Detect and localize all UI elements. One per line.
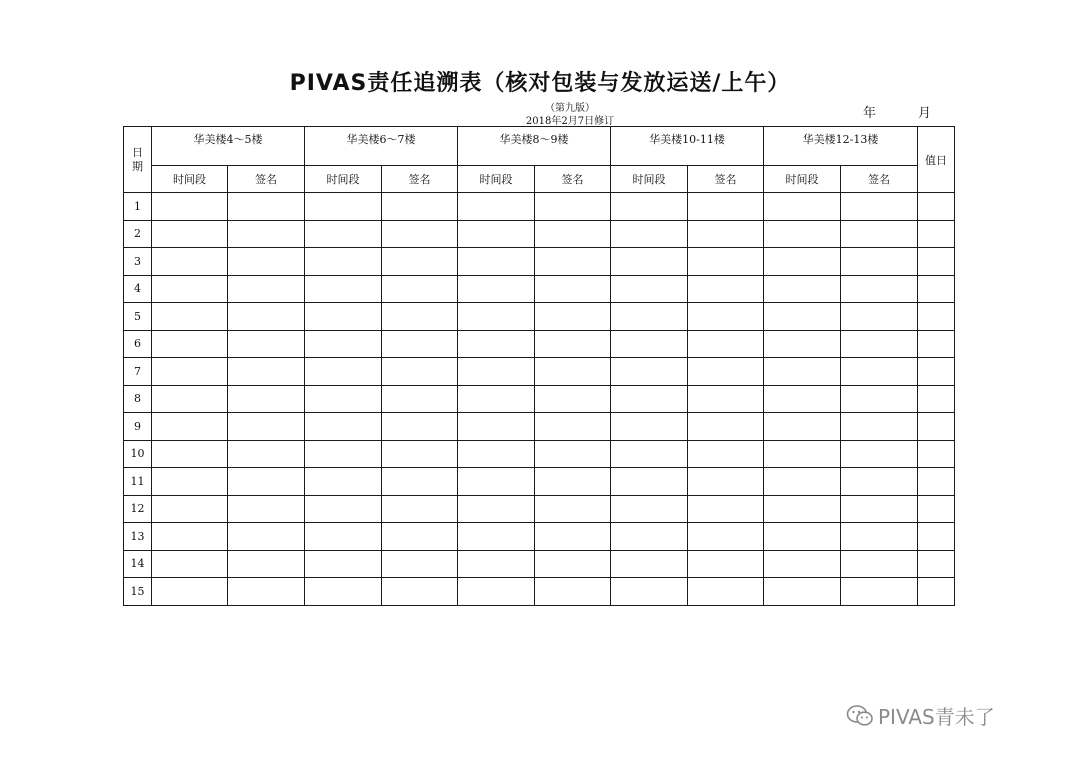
row-number: 1 xyxy=(124,193,152,221)
time-slot-cell[interactable] xyxy=(305,220,382,248)
time-slot-cell[interactable] xyxy=(764,248,841,276)
time-slot-cell[interactable] xyxy=(152,248,228,276)
signature-cell[interactable] xyxy=(228,248,305,276)
group-header: 华美楼6～7楼 xyxy=(305,127,458,166)
signature-cell[interactable] xyxy=(688,358,764,386)
signature-cell[interactable] xyxy=(841,385,918,413)
signature-cell[interactable] xyxy=(841,578,918,606)
time-slot-cell[interactable] xyxy=(764,330,841,358)
signature-cell[interactable] xyxy=(688,495,764,523)
time-slot-cell[interactable] xyxy=(611,413,688,441)
time-slot-cell[interactable] xyxy=(611,358,688,386)
signature-cell[interactable] xyxy=(382,468,458,496)
time-slot-cell[interactable] xyxy=(764,495,841,523)
time-slot-cell[interactable] xyxy=(764,193,841,221)
time-slot-cell[interactable] xyxy=(611,440,688,468)
time-slot-cell[interactable] xyxy=(458,385,535,413)
signature-cell[interactable] xyxy=(841,193,918,221)
signature-cell[interactable] xyxy=(688,248,764,276)
time-slot-cell[interactable] xyxy=(458,275,535,303)
time-slot-cell[interactable] xyxy=(152,275,228,303)
duty-cell[interactable] xyxy=(918,248,955,276)
time-slot-cell[interactable] xyxy=(458,523,535,551)
duty-column-header: 值日 xyxy=(918,127,955,193)
table-row xyxy=(124,413,955,441)
table-row xyxy=(124,385,955,413)
signature-cell[interactable] xyxy=(382,440,458,468)
signature-cell[interactable] xyxy=(688,275,764,303)
revision-date: 2018年2月7日修订 xyxy=(525,116,615,127)
date-column-header xyxy=(124,127,152,193)
duty-cell[interactable] xyxy=(918,468,955,496)
signature-cell[interactable] xyxy=(228,550,305,578)
time-slot-cell[interactable] xyxy=(152,303,228,331)
signature-cell[interactable] xyxy=(841,330,918,358)
duty-cell[interactable] xyxy=(918,413,955,441)
time-slot-cell[interactable] xyxy=(305,303,382,331)
signature-cell[interactable] xyxy=(688,220,764,248)
time-slot-cell[interactable] xyxy=(458,413,535,441)
signature-cell[interactable] xyxy=(688,303,764,331)
signature-cell[interactable] xyxy=(688,550,764,578)
duty-cell[interactable] xyxy=(918,303,955,331)
row-number: 14 xyxy=(124,550,152,578)
time-slot-header: 时间段 xyxy=(764,166,841,193)
time-slot-cell[interactable] xyxy=(458,220,535,248)
signature-cell[interactable] xyxy=(382,495,458,523)
time-slot-cell[interactable] xyxy=(611,303,688,331)
time-slot-cell[interactable] xyxy=(305,385,382,413)
duty-cell[interactable] xyxy=(918,550,955,578)
signature-cell[interactable] xyxy=(228,523,305,551)
signature-cell[interactable] xyxy=(535,440,611,468)
signature-header: 签名 xyxy=(535,166,611,193)
row-number: 11 xyxy=(124,468,152,496)
time-slot-cell[interactable] xyxy=(458,440,535,468)
signature-cell[interactable] xyxy=(382,523,458,551)
group-header: 华美楼10-11楼 xyxy=(611,127,764,166)
signature-cell[interactable] xyxy=(841,358,918,386)
time-slot-cell[interactable] xyxy=(764,358,841,386)
duty-cell[interactable] xyxy=(918,385,955,413)
time-slot-cell[interactable] xyxy=(305,550,382,578)
signature-cell[interactable] xyxy=(382,193,458,221)
table-row xyxy=(124,303,955,331)
signature-cell[interactable] xyxy=(228,468,305,496)
row-number: 4 xyxy=(124,275,152,303)
signature-cell[interactable] xyxy=(535,220,611,248)
time-slot-cell[interactable] xyxy=(611,523,688,551)
duty-cell[interactable] xyxy=(918,440,955,468)
time-slot-cell[interactable] xyxy=(152,193,228,221)
time-slot-cell[interactable] xyxy=(305,330,382,358)
signature-cell[interactable] xyxy=(535,303,611,331)
date-header-text: 日 期 xyxy=(132,145,143,173)
signature-cell[interactable] xyxy=(382,413,458,441)
signature-cell[interactable] xyxy=(841,468,918,496)
time-slot-cell[interactable] xyxy=(458,468,535,496)
time-slot-cell[interactable] xyxy=(764,275,841,303)
time-slot-cell[interactable] xyxy=(764,550,841,578)
signature-cell[interactable] xyxy=(841,550,918,578)
duty-cell[interactable] xyxy=(918,358,955,386)
signature-cell[interactable] xyxy=(688,330,764,358)
signature-cell[interactable] xyxy=(382,550,458,578)
time-slot-cell[interactable] xyxy=(152,550,228,578)
signature-cell[interactable] xyxy=(841,440,918,468)
table-row xyxy=(124,275,955,303)
time-slot-cell[interactable] xyxy=(611,495,688,523)
group-header: 华美楼8～9楼 xyxy=(458,127,611,166)
time-slot-header: 时间段 xyxy=(611,166,688,193)
table-row xyxy=(124,550,955,578)
signature-cell[interactable] xyxy=(688,468,764,496)
signature-cell[interactable] xyxy=(382,385,458,413)
signature-cell[interactable] xyxy=(228,578,305,606)
time-slot-cell[interactable] xyxy=(764,440,841,468)
time-slot-cell[interactable] xyxy=(458,248,535,276)
duty-cell[interactable] xyxy=(918,193,955,221)
time-slot-cell[interactable] xyxy=(152,440,228,468)
duty-cell[interactable] xyxy=(918,523,955,551)
time-slot-cell[interactable] xyxy=(611,193,688,221)
wechat-icon xyxy=(846,704,874,728)
document-title: PIVAS责任追溯表（核对包装与发放运送/上午） xyxy=(289,71,791,96)
signature-cell[interactable] xyxy=(228,440,305,468)
time-slot-cell[interactable] xyxy=(764,578,841,606)
time-slot-cell[interactable] xyxy=(305,275,382,303)
time-slot-cell[interactable] xyxy=(611,578,688,606)
table-row xyxy=(124,578,955,606)
signature-cell[interactable] xyxy=(535,358,611,386)
signature-cell[interactable] xyxy=(688,523,764,551)
row-number: 3 xyxy=(124,248,152,276)
time-slot-cell[interactable] xyxy=(764,468,841,496)
time-slot-cell[interactable] xyxy=(152,220,228,248)
table-row xyxy=(124,330,955,358)
signature-cell[interactable] xyxy=(688,193,764,221)
signature-cell[interactable] xyxy=(228,413,305,441)
time-slot-cell[interactable] xyxy=(458,303,535,331)
time-slot-cell[interactable] xyxy=(611,220,688,248)
signature-cell[interactable] xyxy=(228,495,305,523)
time-slot-cell[interactable] xyxy=(458,193,535,221)
signature-cell[interactable] xyxy=(688,578,764,606)
time-slot-cell[interactable] xyxy=(152,413,228,441)
table-row xyxy=(124,523,955,551)
watermark xyxy=(846,701,995,730)
time-slot-cell[interactable] xyxy=(305,413,382,441)
time-slot-cell[interactable] xyxy=(305,495,382,523)
row-number: 2 xyxy=(124,220,152,248)
table-row xyxy=(124,468,955,496)
watermark-text: PIVAS青未了 xyxy=(878,705,995,729)
time-slot-header: 时间段 xyxy=(305,166,382,193)
signature-cell[interactable] xyxy=(228,358,305,386)
traceability-table xyxy=(123,126,955,606)
row-number: 10 xyxy=(124,440,152,468)
signature-cell[interactable] xyxy=(841,275,918,303)
time-slot-cell[interactable] xyxy=(458,550,535,578)
time-slot-cell[interactable] xyxy=(152,468,228,496)
edition-label: （第九版） xyxy=(545,103,595,114)
row-number: 5 xyxy=(124,303,152,331)
signature-cell[interactable] xyxy=(535,193,611,221)
table-row xyxy=(124,248,955,276)
table-row xyxy=(124,440,955,468)
time-slot-cell[interactable] xyxy=(152,358,228,386)
time-slot-cell[interactable] xyxy=(611,248,688,276)
group-header: 华美楼12-13楼 xyxy=(764,127,918,166)
row-number: 13 xyxy=(124,523,152,551)
signature-cell[interactable] xyxy=(228,385,305,413)
time-slot-header: 时间段 xyxy=(152,166,228,193)
time-slot-cell[interactable] xyxy=(458,358,535,386)
signature-cell[interactable] xyxy=(382,330,458,358)
signature-cell[interactable] xyxy=(382,358,458,386)
signature-cell[interactable] xyxy=(841,248,918,276)
signature-cell[interactable] xyxy=(535,495,611,523)
signature-header: 签名 xyxy=(228,166,305,193)
row-number: 15 xyxy=(124,578,152,606)
signature-cell[interactable] xyxy=(688,440,764,468)
duty-cell[interactable] xyxy=(918,495,955,523)
table-row xyxy=(124,495,955,523)
table-row xyxy=(124,193,955,221)
signature-header: 签名 xyxy=(841,166,918,193)
year-label: 年 xyxy=(863,106,877,121)
signature-header: 签名 xyxy=(382,166,458,193)
signature-cell[interactable] xyxy=(535,523,611,551)
signature-cell[interactable] xyxy=(688,385,764,413)
signature-cell[interactable] xyxy=(841,523,918,551)
time-slot-cell[interactable] xyxy=(305,468,382,496)
signature-cell[interactable] xyxy=(841,495,918,523)
time-slot-cell[interactable] xyxy=(305,523,382,551)
signature-cell[interactable] xyxy=(535,578,611,606)
row-number: 12 xyxy=(124,495,152,523)
time-slot-cell[interactable] xyxy=(305,578,382,606)
signature-cell[interactable] xyxy=(228,303,305,331)
time-slot-cell[interactable] xyxy=(152,385,228,413)
time-slot-cell[interactable] xyxy=(458,578,535,606)
time-slot-cell[interactable] xyxy=(305,193,382,221)
time-slot-cell[interactable] xyxy=(305,440,382,468)
time-slot-cell[interactable] xyxy=(764,220,841,248)
row-number: 8 xyxy=(124,385,152,413)
time-slot-cell[interactable] xyxy=(152,330,228,358)
signature-cell[interactable] xyxy=(535,275,611,303)
time-slot-cell[interactable] xyxy=(764,303,841,331)
signature-cell[interactable] xyxy=(535,385,611,413)
time-slot-cell[interactable] xyxy=(458,495,535,523)
duty-cell[interactable] xyxy=(918,578,955,606)
table-body xyxy=(124,193,955,606)
time-slot-cell[interactable] xyxy=(152,578,228,606)
time-slot-cell[interactable] xyxy=(458,330,535,358)
time-slot-cell[interactable] xyxy=(611,275,688,303)
time-slot-cell[interactable] xyxy=(152,495,228,523)
row-number: 6 xyxy=(124,330,152,358)
signature-cell[interactable] xyxy=(688,413,764,441)
time-slot-cell[interactable] xyxy=(152,523,228,551)
signature-cell[interactable] xyxy=(228,193,305,221)
time-slot-cell[interactable] xyxy=(611,385,688,413)
row-number: 7 xyxy=(124,358,152,386)
time-slot-cell[interactable] xyxy=(305,358,382,386)
signature-cell[interactable] xyxy=(841,413,918,441)
time-slot-cell[interactable] xyxy=(764,385,841,413)
signature-cell[interactable] xyxy=(535,550,611,578)
time-slot-cell[interactable] xyxy=(611,468,688,496)
time-slot-cell[interactable] xyxy=(305,248,382,276)
row-number: 9 xyxy=(124,413,152,441)
time-slot-cell[interactable] xyxy=(611,550,688,578)
time-slot-cell[interactable] xyxy=(611,330,688,358)
signature-cell[interactable] xyxy=(535,468,611,496)
table-row xyxy=(124,358,955,386)
signature-cell[interactable] xyxy=(382,248,458,276)
signature-cell[interactable] xyxy=(382,578,458,606)
signature-cell[interactable] xyxy=(382,220,458,248)
time-slot-cell[interactable] xyxy=(764,413,841,441)
signature-cell[interactable] xyxy=(228,220,305,248)
month-label: 月 xyxy=(918,106,932,121)
signature-cell[interactable] xyxy=(535,330,611,358)
signature-cell[interactable] xyxy=(228,275,305,303)
signature-cell[interactable] xyxy=(228,330,305,358)
duty-cell[interactable] xyxy=(918,330,955,358)
time-slot-cell[interactable] xyxy=(764,523,841,551)
duty-cell[interactable] xyxy=(918,275,955,303)
group-header: 华美楼4～5楼 xyxy=(152,127,305,166)
signature-cell[interactable] xyxy=(535,413,611,441)
signature-cell[interactable] xyxy=(841,303,918,331)
signature-header: 签名 xyxy=(688,166,764,193)
time-slot-header: 时间段 xyxy=(458,166,535,193)
table-row xyxy=(124,220,955,248)
signature-cell[interactable] xyxy=(841,220,918,248)
duty-cell[interactable] xyxy=(918,220,955,248)
signature-cell[interactable] xyxy=(382,303,458,331)
signature-cell[interactable] xyxy=(535,248,611,276)
signature-cell[interactable] xyxy=(382,275,458,303)
